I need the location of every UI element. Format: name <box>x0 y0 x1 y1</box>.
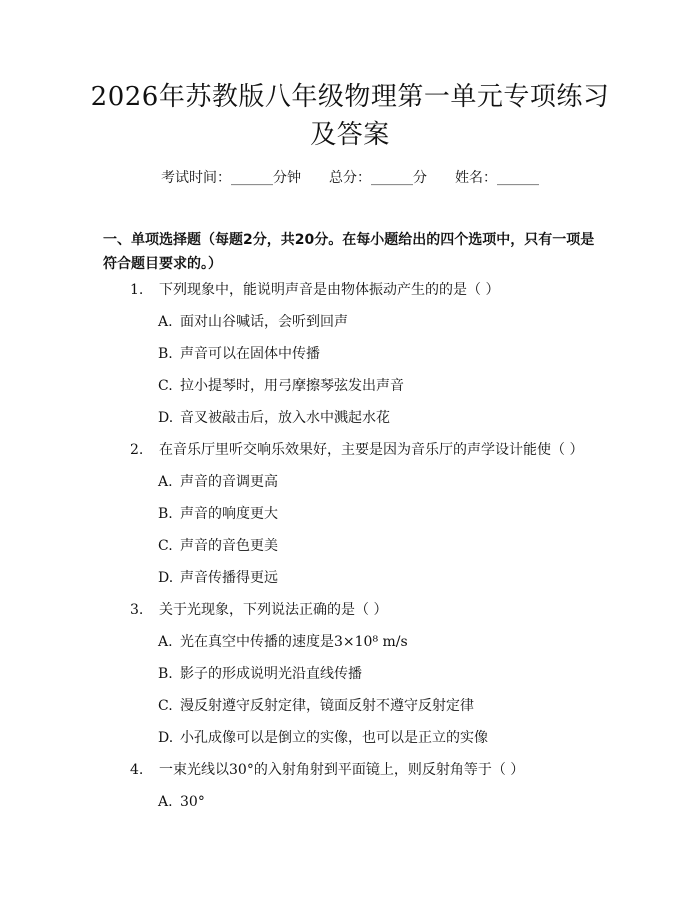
question-text: 关于光现象，下列说法正确的是（ ） <box>159 602 388 618</box>
option-1a <box>158 312 598 332</box>
section-heading: 一、单项选择题（每题2分，共20分。在每小题给出的四个选项中，只有一项是符合题目要求的。） <box>103 232 595 272</box>
question-1 <box>130 280 600 300</box>
option-text: 影子的形成说明光沿直线传播 <box>180 666 362 682</box>
option-text: 30° <box>180 794 205 810</box>
option-text: 音叉被敲击后，放入水中溅起水花 <box>180 410 390 426</box>
question-4 <box>130 760 600 780</box>
option-label: B. <box>158 506 173 522</box>
option-text: 声音可以在固体中传播 <box>180 346 320 362</box>
option-label: A. <box>158 474 173 490</box>
question-text: 在音乐厅里听交响乐效果好，主要是因为音乐厅的声学设计能使（ ） <box>159 442 584 458</box>
option-3b <box>158 664 598 684</box>
exam-meta <box>0 168 700 188</box>
option-label: C. <box>158 698 173 714</box>
option-label: C. <box>158 378 173 394</box>
question-number: 3. <box>130 602 144 618</box>
option-text: 小孔成像可以是倒立的实像，也可以是正立的实像 <box>180 730 488 746</box>
question-number: 4. <box>130 762 144 778</box>
question-number: 2. <box>130 442 144 458</box>
option-text: 漫反射遵守反射定律，镜面反射不遵守反射定律 <box>180 698 474 714</box>
option-text: 声音传播得更远 <box>180 570 278 586</box>
option-1b <box>158 344 598 364</box>
option-label: B. <box>158 346 173 362</box>
document-title <box>60 78 640 154</box>
option-3d <box>158 728 598 748</box>
option-3c <box>158 696 598 716</box>
option-2b <box>158 504 598 524</box>
question-3 <box>130 600 600 620</box>
option-4a <box>158 792 598 812</box>
option-3a <box>158 632 598 652</box>
option-label: A. <box>158 634 173 650</box>
student-name: 姓名：______ <box>455 170 539 186</box>
option-2c <box>158 536 598 556</box>
question-number: 1. <box>130 282 144 298</box>
option-2a <box>158 472 598 492</box>
option-1d <box>158 408 598 428</box>
option-label: A. <box>158 794 173 810</box>
option-label: D. <box>158 730 174 746</box>
option-text: 声音的响度更大 <box>180 506 278 522</box>
question-text: 下列现象中，能说明声音是由物体振动产生的的是（ ） <box>159 282 500 298</box>
option-label: D. <box>158 570 174 586</box>
option-label: C. <box>158 538 173 554</box>
option-text: 声音的音调更高 <box>180 474 278 490</box>
total-score: 总分：______分 <box>329 170 427 186</box>
question-text: 一束光线以30°的入射角射到平面镜上，则反射角等于（ ） <box>159 762 525 778</box>
option-label: B. <box>158 666 173 682</box>
option-text: 面对山谷喊话，会听到回声 <box>180 314 348 330</box>
option-1c <box>158 376 598 396</box>
option-text: 光在真空中传播的速度是3×10⁸ m/s <box>180 634 408 650</box>
option-label: D. <box>158 410 174 426</box>
option-label: A. <box>158 314 173 330</box>
exam-time: 考试时间：______分钟 <box>161 170 301 186</box>
title-line-2: 及答案 <box>310 120 390 150</box>
option-2d <box>158 568 598 588</box>
question-2 <box>130 440 600 460</box>
option-text: 声音的音色更美 <box>180 538 278 554</box>
title-line-1: 2026年苏教版八年级物理第一单元专项练习 <box>90 82 610 112</box>
option-text: 拉小提琴时，用弓摩擦琴弦发出声音 <box>180 378 404 394</box>
